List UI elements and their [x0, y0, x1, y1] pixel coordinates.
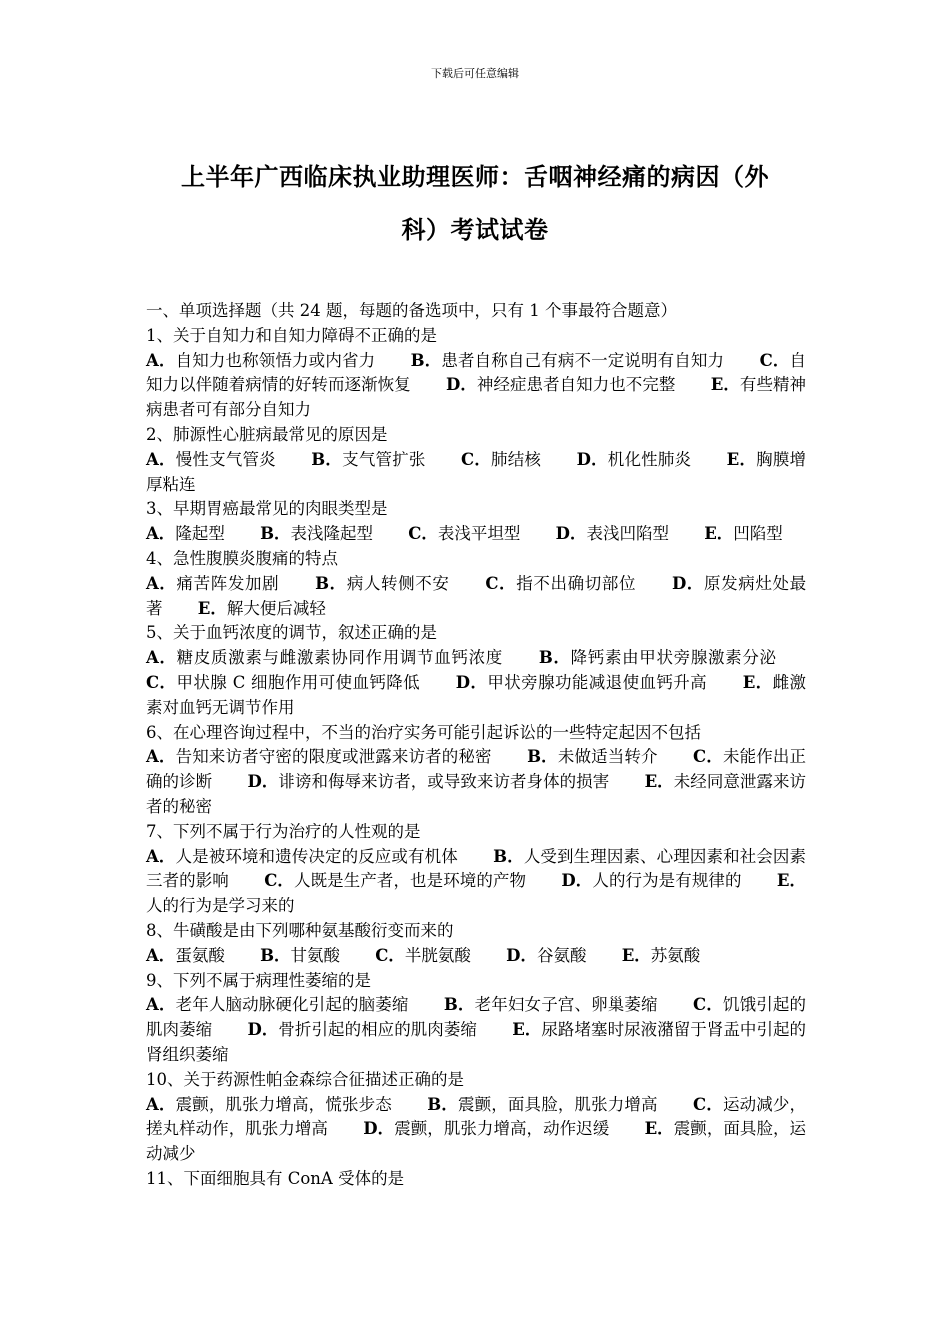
option-item — [556, 524, 669, 543]
option-text: 表浅隆起型 — [290, 524, 374, 544]
option-letter: A． — [146, 350, 176, 370]
option-text: 表浅凹陷型 — [586, 524, 669, 544]
question-options — [146, 522, 806, 547]
option-letter: A． — [146, 747, 176, 767]
question-options — [146, 993, 806, 1067]
option-text: 降钙素由甲状旁腺激素分泌 — [570, 648, 777, 668]
question-options — [146, 349, 806, 423]
option-text: 自知力以伴随着病情的好转而逐渐恢复 — [146, 350, 807, 395]
document-title — [130, 150, 820, 256]
option-item — [146, 673, 420, 692]
option-item — [146, 524, 225, 543]
option-letter: B． — [311, 449, 343, 469]
question-options — [146, 944, 806, 969]
option-letter: A． — [146, 449, 176, 469]
option-item — [260, 524, 373, 543]
option-item — [456, 673, 707, 692]
option-letter: E． — [704, 524, 734, 544]
option-letter: E． — [197, 598, 227, 618]
option-text: 痛苦阵发加剧 — [176, 573, 280, 593]
question-stem: 9、下列不属于病理性萎缩的是 — [146, 970, 371, 990]
option-item — [527, 747, 658, 766]
option-text: 未能作出正确的诊断 — [146, 747, 807, 792]
option-letter: D． — [671, 573, 704, 593]
option-letter: B． — [427, 1094, 458, 1114]
question-list — [146, 324, 806, 1192]
option-letter: C． — [693, 995, 723, 1015]
option-letter: D． — [455, 672, 488, 692]
option-item — [375, 946, 471, 965]
option-text: 神经症患者自知力也不完整 — [476, 375, 676, 395]
option-text: 甲状腺 C 细胞作用可使血钙降低 — [176, 672, 421, 692]
question-stem: 3、早期胃癌最常见的肉眼类型是 — [146, 499, 388, 519]
option-letter: D． — [363, 1119, 395, 1139]
option-item — [264, 871, 526, 890]
option-text: 自知力也称领悟力或内省力 — [175, 350, 376, 370]
option-text: 解大便后减轻 — [226, 598, 326, 618]
option-letter: B． — [443, 995, 475, 1015]
title-line-2: 科）考试试卷 — [401, 215, 549, 244]
option-letter: E． — [710, 375, 740, 395]
option-text: 告知来访者守密的限度或泄露来访者的秘密 — [175, 747, 492, 767]
option-item — [506, 946, 586, 965]
option-text: 人受到生理因素、心理因素和社会因素三者的影响 — [146, 846, 807, 891]
option-text: 人的行为是学习来的 — [146, 896, 295, 916]
option-text: 肺结核 — [491, 449, 542, 469]
option-text: 人的行为是有规律的 — [592, 871, 742, 891]
option-item — [146, 648, 503, 667]
question-options — [146, 745, 806, 819]
option-letter: D． — [247, 772, 279, 792]
option-text: 有些精神病患者可有部分自知力 — [146, 375, 807, 420]
option-text: 骨折引起的相应的肌肉萎缩 — [278, 1020, 477, 1040]
option-text: 震颤，面具脸，肌张力增高 — [458, 1094, 658, 1114]
option-letter: D． — [561, 871, 593, 891]
question-options — [146, 646, 806, 720]
option-text: 苏氨酸 — [650, 945, 701, 965]
option-text: 震颤，肌张力增高，动作迟缓 — [394, 1119, 610, 1139]
option-item — [411, 351, 725, 370]
option-letter: C． — [461, 449, 492, 469]
option-text: 机化性肺炎 — [607, 449, 692, 469]
option-letter: B． — [527, 747, 558, 767]
option-item — [146, 450, 276, 469]
option-letter: D． — [555, 524, 587, 544]
option-text: 原发病灶处最著 — [146, 573, 807, 618]
option-text: 慢性支气管炎 — [175, 449, 276, 469]
option-text: 半胱氨酸 — [404, 945, 471, 965]
question-stem: 5、关于血钙浓度的调节，叙述正确的是 — [146, 623, 437, 643]
option-text: 饥饿引起的肌肉萎缩 — [146, 995, 807, 1040]
option-text: 甘氨酸 — [290, 945, 341, 965]
option-text: 蛋氨酸 — [175, 945, 225, 965]
option-item — [539, 648, 776, 667]
option-text: 老年人脑动脉硬化引起的脑萎缩 — [175, 995, 409, 1015]
option-text: 未做适当转介 — [557, 747, 658, 767]
option-letter: E． — [621, 945, 651, 965]
option-text: 指不出确切部位 — [516, 573, 637, 593]
option-letter: C． — [693, 747, 723, 767]
question-stem: 8、牛磺酸是由下列哪种氨基酸衍变而来的 — [146, 920, 454, 940]
option-text: 隆起型 — [175, 524, 225, 544]
option-text: 老年妇女子宫、卵巢萎缩 — [474, 995, 658, 1015]
option-item — [704, 524, 783, 543]
option-text: 病人转侧不安 — [346, 573, 450, 593]
option-item — [146, 1095, 392, 1114]
option-letter: A． — [146, 1094, 176, 1114]
option-text: 谷氨酸 — [536, 945, 587, 965]
option-text: 人是被环境和遗传决定的反应或有机体 — [175, 846, 458, 866]
option-letter: C． — [485, 573, 517, 593]
option-letter: C． — [759, 350, 790, 370]
option-letter: A． — [146, 846, 176, 866]
page-header: 下载后可任意编辑 — [431, 67, 519, 80]
option-letter: D． — [247, 1020, 279, 1040]
option-item — [247, 772, 609, 791]
option-item — [461, 450, 541, 469]
option-letter: A． — [146, 995, 176, 1015]
option-letter: B． — [410, 350, 442, 370]
title-line-1: 上半年广西临床执业助理医师：舌咽神经痛的病因（外 — [181, 162, 769, 191]
option-letter: B． — [315, 573, 347, 593]
section-title: 一、单项选择题（共 24 题，每题的备选项中，只有 1 个事最符合题意） — [146, 301, 677, 320]
option-letter: C． — [408, 524, 438, 544]
option-item — [444, 995, 658, 1014]
option-letter: A． — [146, 524, 176, 544]
question-stem: 1、关于自知力和自知力障碍不正确的是 — [146, 325, 437, 345]
question-options — [146, 448, 806, 498]
option-text: 支气管扩张 — [342, 449, 426, 469]
option-text: 雌激素对血钙无调节作用 — [146, 672, 807, 717]
question-options — [146, 1093, 806, 1167]
exam-content — [146, 299, 806, 1192]
option-item — [408, 524, 520, 543]
option-letter: E． — [644, 1119, 674, 1139]
option-letter: C． — [146, 672, 177, 692]
question-stem: 6、在心理咨询过程中，不当的治疗实务可能引起诉讼的一些特定起因不包括 — [146, 722, 701, 742]
option-text: 尿路堵塞时尿液潴留于肾盂中引起的肾组织萎缩 — [146, 1020, 807, 1064]
option-item — [247, 1020, 476, 1039]
option-text: 人既是生产者，也是环境的产物 — [294, 871, 527, 891]
option-item — [146, 574, 279, 593]
option-item — [146, 946, 225, 965]
option-text: 凹陷型 — [733, 524, 783, 544]
option-text: 震颤，肌张力增高，慌张步态 — [175, 1094, 392, 1114]
option-item — [446, 375, 675, 394]
option-item — [577, 450, 692, 469]
option-item — [485, 574, 636, 593]
option-item — [146, 995, 409, 1014]
question-options — [146, 845, 806, 919]
question-stem: 7、下列不属于行为治疗的人性观的是 — [146, 821, 421, 841]
option-item — [315, 574, 449, 593]
option-text: 患者自称自己有病不一定说明有自知力 — [441, 350, 725, 370]
option-letter: A． — [146, 573, 177, 593]
option-text: 震颤，面具脸，运动减少 — [146, 1119, 807, 1164]
option-text: 运动减少，搓丸样动作，肌张力增高 — [146, 1094, 807, 1139]
option-letter: B． — [493, 846, 524, 866]
option-letter: C． — [264, 871, 295, 891]
question-options — [146, 572, 806, 622]
option-item — [146, 351, 375, 370]
option-item — [146, 847, 458, 866]
option-item — [198, 599, 326, 618]
option-text: 胸膜增厚粘连 — [146, 449, 807, 494]
question-stem: 2、肺源性心脏病最常见的原因是 — [146, 424, 388, 444]
question-stem: 10、关于药源性帕金森综合征描述正确的是 — [146, 1069, 464, 1089]
option-item — [561, 871, 741, 890]
option-text: 未经同意泄露来访者的秘密 — [146, 772, 807, 816]
option-letter: E． — [726, 449, 757, 469]
option-text: 诽谤和侮辱来访者，或导致来访者身体的损害 — [278, 772, 610, 792]
option-text: 糖皮质激素与雌激素协同作用调节血钙浓度 — [176, 648, 503, 668]
option-letter: D． — [446, 375, 477, 395]
option-text: 甲状旁腺功能减退使血钙升高 — [487, 672, 708, 692]
question-stem: 4、急性腹膜炎腹痛的特点 — [146, 548, 338, 568]
option-item — [311, 450, 425, 469]
option-item — [622, 946, 701, 965]
option-letter: B． — [260, 524, 291, 544]
option-text: 表浅平坦型 — [437, 524, 521, 544]
option-item — [146, 747, 492, 766]
option-letter: C． — [375, 945, 405, 965]
option-letter: E． — [644, 772, 674, 792]
option-letter: A． — [146, 648, 177, 668]
option-letter: E． — [776, 871, 807, 891]
option-letter: E． — [512, 1020, 542, 1040]
option-item — [363, 1119, 609, 1138]
question-stem: 11、下面细胞具有 ConA 受体的是 — [146, 1168, 405, 1188]
option-letter: D． — [506, 945, 537, 965]
option-letter: B． — [538, 648, 571, 668]
option-letter: A． — [146, 945, 176, 965]
option-letter: D． — [576, 449, 608, 469]
option-letter: E． — [742, 672, 773, 692]
option-letter: C． — [693, 1094, 723, 1114]
option-item — [260, 946, 340, 965]
option-item — [427, 1095, 657, 1114]
option-letter: B． — [260, 945, 291, 965]
